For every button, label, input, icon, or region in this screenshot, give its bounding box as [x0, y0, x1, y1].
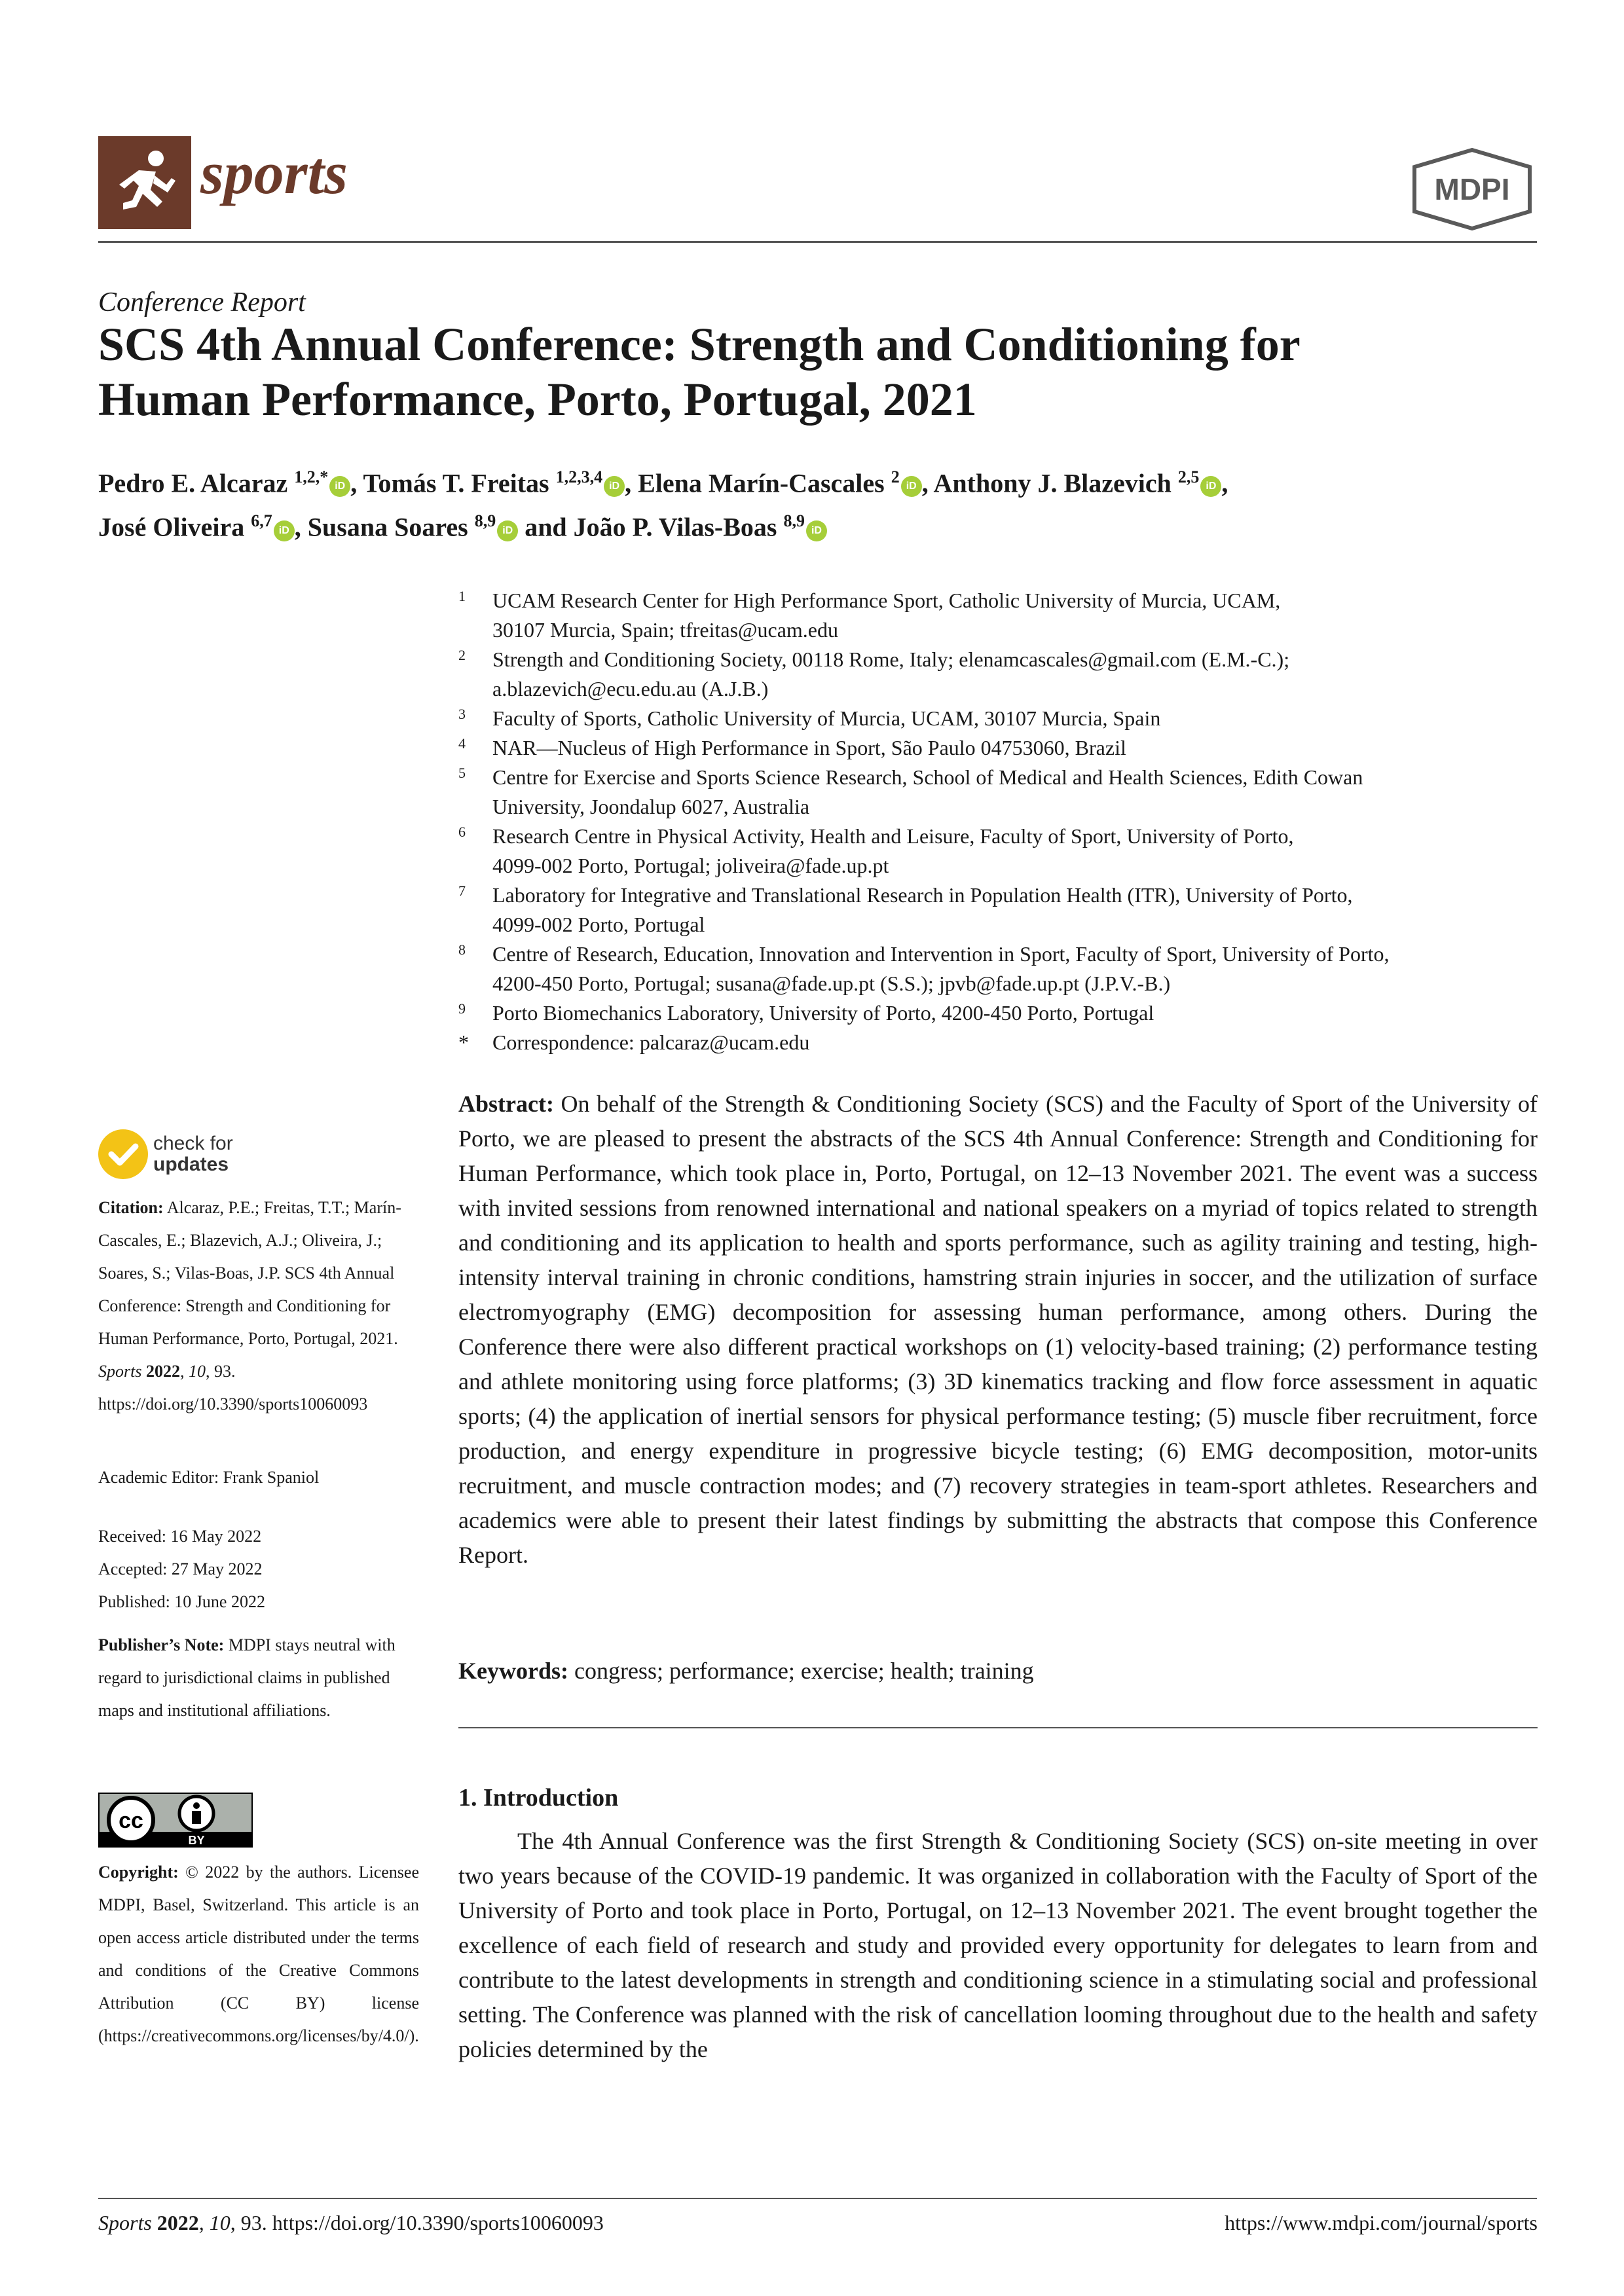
author-affiliation-mark: 8,9: [783, 511, 805, 531]
affiliation-text: NAR—Nucleus of High Performance in Sport, São Paulo 04753060, Brazil: [492, 736, 1126, 759]
author-name: and João P. Vilas-Boas: [525, 512, 777, 542]
affiliation-text-cont: a.blazevich@ecu.edu.au (A.J.B.): [492, 677, 769, 701]
by-text: BY: [188, 1834, 205, 1847]
affiliation-number: 1: [458, 588, 466, 604]
published-date: Published: 10 June 2022: [98, 1592, 265, 1611]
orcid-icon[interactable]: iD: [1200, 476, 1221, 497]
affiliation-number: 7: [458, 883, 466, 899]
orcid-icon[interactable]: iD: [806, 520, 827, 541]
affiliation-item: [458, 939, 1545, 998]
correspondence-item: [458, 1028, 1545, 1057]
keywords-text: congress; performance; exercise; health; training: [568, 1658, 1034, 1684]
footer-journal-url[interactable]: https://www.mdpi.com/journal/sports: [1225, 2211, 1538, 2234]
affiliation-text: Faculty of Sports, Catholic University of Murcia, UCAM, 30107 Murcia, Spain: [492, 706, 1161, 730]
abstract-label: Abstract:: [458, 1091, 554, 1117]
affiliation-text: Research Centre in Physical Activity, Health and Leisure, Faculty of Sport, University of Porto,: [492, 824, 1294, 848]
affiliation-text: Centre for Exercise and Sports Science Research, School of Medical and Health Sciences, Edith Cowan: [492, 765, 1363, 789]
footer-citation: [98, 2211, 604, 2235]
affiliation-text: Laboratory for Integrative and Translational Research in Population Health (ITR), University of Porto,: [492, 883, 1353, 907]
correspondence-mark: *: [458, 1030, 469, 1054]
affiliation-text: Strength and Conditioning Society, 00118 Rome, Italy; elenamcascales@gmail.com (E.M.-C.);: [492, 647, 1290, 671]
affiliation-text: Centre of Research, Education, Innovation and Intervention in Sport, Faculty of Sport, University of Porto,: [492, 942, 1390, 966]
received-date: Received: 16 May 2022: [98, 1527, 262, 1546]
footer-volume: , 10: [198, 2211, 231, 2234]
author-affiliation-mark: 6,7: [251, 511, 272, 531]
article-title: [98, 317, 1539, 427]
affiliation-item: [458, 881, 1545, 939]
title-line-1: SCS 4th Annual Conference: Strength and Conditioning for: [98, 318, 1301, 371]
footer-doi: , 93. https://doi.org/10.3390/sports10060093: [230, 2211, 604, 2234]
cc-by-license-icon[interactable]: [98, 1793, 253, 1848]
journal-name: sports: [200, 139, 348, 206]
orcid-icon[interactable]: iD: [901, 476, 922, 497]
citation-block: [98, 1192, 419, 1421]
orcid-icon[interactable]: iD: [329, 476, 350, 497]
citation-journal: Sports: [98, 1362, 142, 1381]
affiliation-text: Porto Biomechanics Laboratory, University of Porto, 4200-450 Porto, Portugal: [492, 1001, 1154, 1025]
author-affiliation-mark: 8,9: [474, 511, 496, 531]
header-divider: [98, 241, 1537, 243]
keywords-block: [458, 1654, 1538, 1688]
article-dates: [98, 1520, 419, 1618]
affiliation-list: [458, 586, 1545, 1057]
abstract-block: [458, 1087, 1538, 1573]
publisher-note-label: Publisher’s Note:: [98, 1635, 225, 1654]
author-affiliation-mark: 2,5: [1177, 467, 1200, 486]
author-affiliation-mark: 1,2,*: [294, 467, 329, 486]
keywords-label: Keywords:: [458, 1658, 568, 1684]
affiliation-item: [458, 822, 1545, 881]
affiliation-item: [458, 645, 1545, 704]
affiliation-number: 9: [458, 1000, 466, 1017]
affiliation-number: 8: [458, 941, 466, 958]
affiliation-text: UCAM Research Center for High Performance Sport, Catholic University of Murcia, UCAM,: [492, 589, 1281, 612]
affiliation-text-cont: 4200-450 Porto, Portugal; susana@fade.up.pt (S.S.); jpvb@fade.up.pt (J.P.V.-B.): [492, 972, 1171, 995]
affiliation-item: [458, 586, 1545, 645]
mdpi-logo-icon: [1408, 147, 1536, 231]
citation-label: Citation:: [98, 1198, 164, 1217]
author-line-1: Pedro E. Alcaraz $^{1,2,*}$ iD , Tomás T. Freitas $^{1,2,3,4}$ iD , Elena Marín-Cascales $^2$ iD , Anthony J. Blazevich $^{2,5}$ iD ,: [98, 467, 1228, 498]
publisher-note-text: MDPI stays neutral with regard to jurisdictional claims in published maps and institutional affiliations.: [98, 1635, 396, 1720]
citation-doi: , 93. https://doi.org/10.3390/sports10060093: [98, 1362, 368, 1413]
affiliation-item: [458, 704, 1545, 733]
author-list: [98, 458, 1539, 547]
publisher-note: [98, 1629, 419, 1727]
author-name: José Oliveira: [98, 512, 245, 542]
abstract-text: On behalf of the Strength & Conditioning Society (SCS) and the Faculty of Sport of the University of Porto, we are pleased to present the abstracts of the SCS 4th Annual Conference: Strength and Conditioning for Human Performance, which took place in, Porto, Portugal, on 12–13 November 2021. The event was a success with invited sessions from renowned international and national speakers on a myriad of topics related to strength and conditioning and its application to health and sports performance, such as agility training and testing, high-intensity interval training in chronic conditions, hamstring strain injuries in soccer, and the utilization of surface electromyography (EMG) decomposition for assessing human performance, among others. During the Conference there were also different practical workshops on (1) velocity-based training; (2) performance testing and athlete monitoring using force platforms; (3) 3D kinematics tracking and flow force assessment in aquatic sports; (4) the application of inertial sensors for physical performance testing; (5) muscle fiber recruitment, force production, and energy expenditure in progressive bicycle testing; (6) EMG decomposition, motor-units recruitment, and muscle contraction modes; and (7) recovery strategies in team-sport athletes. Researchers and academics were able to present their latest findings by submitting the abstracts that compose this Conference Report.: [458, 1091, 1538, 1568]
cc-text: cc: [119, 1808, 143, 1833]
footer-journal: Sports: [98, 2211, 152, 2234]
check-updates-icon: [98, 1129, 148, 1179]
section-divider: [458, 1727, 1538, 1728]
introduction-text: The 4th Annual Conference was the first Strength & Conditioning Society (SCS) on-site meeting in over two years because of the COVID-19 pandemic. It was organized in collaboration with the Faculty of Sport of the University of Porto and took place in Porto, Portugal, on 12–13 November 2021. The event brought together the excellence of each field of research and study and provided every opportunity for delegates to learn from and contribute to the latest developments in strength and conditioning science in a stimulating social and professional setting. The Conference was planned with the risk of cancellation looming throughout due to the health and safety policies determined by the: [458, 1828, 1538, 2062]
footer-divider: [98, 2198, 1537, 2199]
author-name: Elena Marín-Cascales: [638, 468, 885, 498]
affiliation-text-cont: 4099-002 Porto, Portugal: [492, 913, 705, 936]
author-name: Tomás T. Freitas: [363, 468, 549, 498]
footer-year: 2022: [151, 2211, 199, 2234]
affiliation-text-cont: University, Joondalup 6027, Australia: [492, 795, 810, 818]
orcid-icon[interactable]: iD: [604, 476, 625, 497]
check-for-updates-button[interactable]: [98, 1126, 262, 1185]
academic-editor: Academic Editor: Frank Spaniol: [98, 1468, 320, 1487]
affiliation-item: [458, 763, 1545, 822]
journal-logo: [98, 136, 191, 229]
correspondence-text: Correspondence: palcaraz@ucam.edu: [492, 1030, 810, 1054]
affiliation-number: 4: [458, 735, 466, 752]
affiliation-number: 3: [458, 706, 466, 722]
copyright-label: Copyright:: [98, 1863, 179, 1882]
copyright-block: [98, 1856, 419, 2052]
citation-year: 2022: [141, 1362, 180, 1381]
author-line-2: José Oliveira $^{6,7}$ iD , Susana Soares $^{8,9}$ iD and João P. Vilas-Boas $^{8,9}$ iD: [98, 502, 1539, 546]
section-heading: 1. Introduction: [458, 1784, 619, 1812]
affiliation-text-cont: 4099-002 Porto, Portugal; joliveira@fade.up.pt: [492, 854, 889, 877]
title-line-2: Human Performance, Porto, Portugal, 2021: [98, 373, 977, 426]
article-type: Conference Report: [98, 287, 306, 318]
affiliation-item: [458, 733, 1545, 763]
affiliation-number: 2: [458, 647, 466, 663]
mdpi-logo-text: MDPI: [1434, 172, 1510, 206]
affiliation-text-cont: 30107 Murcia, Spain; tfreitas@ucam.edu: [492, 618, 838, 642]
author-name: Anthony J. Blazevich: [933, 468, 1172, 498]
orcid-icon[interactable]: iD: [497, 520, 518, 541]
orcid-icon[interactable]: iD: [274, 520, 295, 541]
check-updates-line1: check for: [153, 1133, 233, 1154]
check-updates-line2: updates: [153, 1154, 229, 1175]
affiliation-number: 6: [458, 824, 466, 840]
author-name: Susana Soares: [307, 512, 468, 542]
copyright-text: © 2022 by the authors. Licensee MDPI, Basel, Switzerland. This article is an open access article distributed under the terms and conditions of the Creative Commons Attribution (CC BY) license (https://creativecommons.org/licenses/by/4.0/).: [98, 1863, 419, 2045]
author-affiliation-mark: 1,2,3,4: [555, 467, 603, 486]
affiliation-item: [458, 998, 1545, 1028]
runner-logo-icon: [98, 136, 191, 229]
citation-text: Alcaraz, P.E.; Freitas, T.T.; Marín-Cascales, E.; Blazevich, A.J.; Oliveira, J.; Soares, S.; Vilas-Boas, J.P. SCS 4th Annual Conference: Strength and Conditioning for Human Performance, Porto, Portugal, 2021.: [98, 1198, 401, 1348]
citation-volume: , 10: [179, 1362, 206, 1381]
accepted-date: Accepted: 27 May 2022: [98, 1559, 263, 1578]
author-affiliation-mark: 2: [891, 467, 900, 486]
affiliation-number: 5: [458, 765, 466, 781]
author-name: Pedro E. Alcaraz: [98, 468, 288, 498]
